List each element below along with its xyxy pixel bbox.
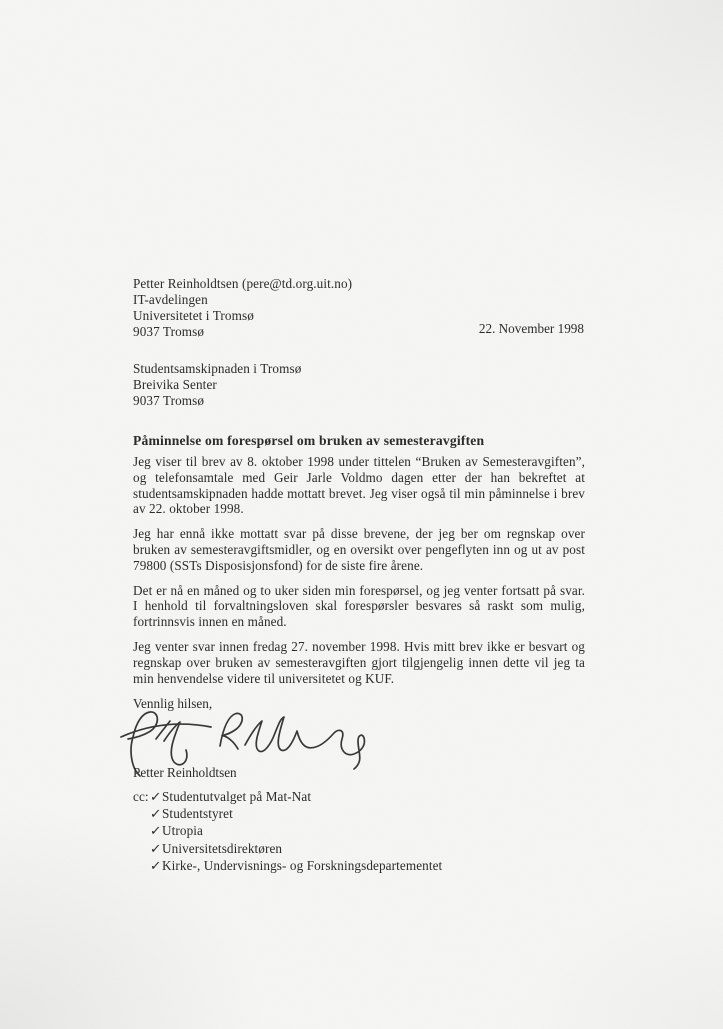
cc-list	[133, 789, 442, 875]
signer-name: Petter Reinholdtsen	[133, 765, 237, 780]
cc-row	[133, 789, 442, 806]
recipient-street: Breivika Senter	[133, 377, 217, 392]
letter-body	[133, 454, 585, 695]
cc-row	[133, 858, 442, 875]
checkmark-icon: ✓	[149, 824, 162, 840]
sender-name-email: Petter Reinholdtsen (pere@td.org.uit.no)	[133, 276, 353, 291]
cc-recipient: Kirke-, Undervisnings- og Forskningsdepartementet	[162, 857, 443, 873]
closing-salutation: Vennlig hilsen,	[133, 696, 213, 711]
recipient-postal: 9037 Tromsø	[133, 393, 205, 408]
letter-date: 22. November 1998	[478, 321, 584, 336]
paragraph-1: Jeg viser til brev av 8. oktober 1998 under tittelen “Bruken av Semesteravgiften”, og telefonsamtale med Geir Jarle Voldmo dagen etter der han bekreftet at studentsamskipnaden hadde mottatt brevet. Jeg viser også til min påminnelse i brev av 22. oktober 1998.	[133, 454, 585, 517]
cc-recipient: Utropia	[162, 823, 203, 839]
checkmark-icon: ✓	[149, 841, 162, 857]
sender-department: IT-avdelingen	[133, 292, 208, 307]
paragraph-4: Jeg venter svar innen fredag 27. november 1998. Hvis mitt brev ikke er besvart og regnskap over bruken av semesteravgiften gjort tilgjengelig innen dette vil jeg ta min henvendelse videre til universitetet og KUF.	[133, 638, 585, 686]
cc-row	[133, 806, 442, 823]
checkmark-icon: ✓	[149, 790, 162, 805]
sender-institution: Universitetet i Tromsø	[133, 308, 254, 323]
sender-postal: 9037 Tromsø	[133, 324, 205, 339]
cc-recipient: Studentutvalget på Mat-Nat	[162, 789, 312, 804]
cc-recipient: Universitetsdirektøren	[162, 840, 283, 856]
checkmark-icon: ✓	[149, 807, 162, 823]
cc-row	[133, 841, 442, 858]
recipient-name: Studentsamskipnaden i Tromsø	[133, 361, 302, 376]
subject-line: Påminnelse om forespørsel om bruken av semesteravgiften	[133, 433, 485, 448]
cc-label: cc:	[133, 789, 149, 804]
cc-row	[133, 823, 442, 840]
paragraph-2: Jeg har ennå ikke mottatt svar på disse brevene, der jeg ber om regnskap over bruken av semesteravgiftsmidler, og en oversikt over pengeflyten inn og ut av post 79800 (SSTs Disposisjonsfond) for de siste fire årene.	[133, 526, 585, 573]
recipient-address-block	[133, 361, 301, 409]
paragraph-3: Det er nå en måned og to uker siden min forespørsel, og jeg venter fortsatt på svar. I henhold til forvaltningsloven skal forespørsler besvares så raskt som mulig, fortrinnsvis innen en måned.	[133, 582, 585, 630]
sender-address-block	[133, 276, 352, 340]
cc-recipient: Studentstyret	[162, 806, 233, 822]
checkmark-icon: ✓	[149, 858, 162, 874]
